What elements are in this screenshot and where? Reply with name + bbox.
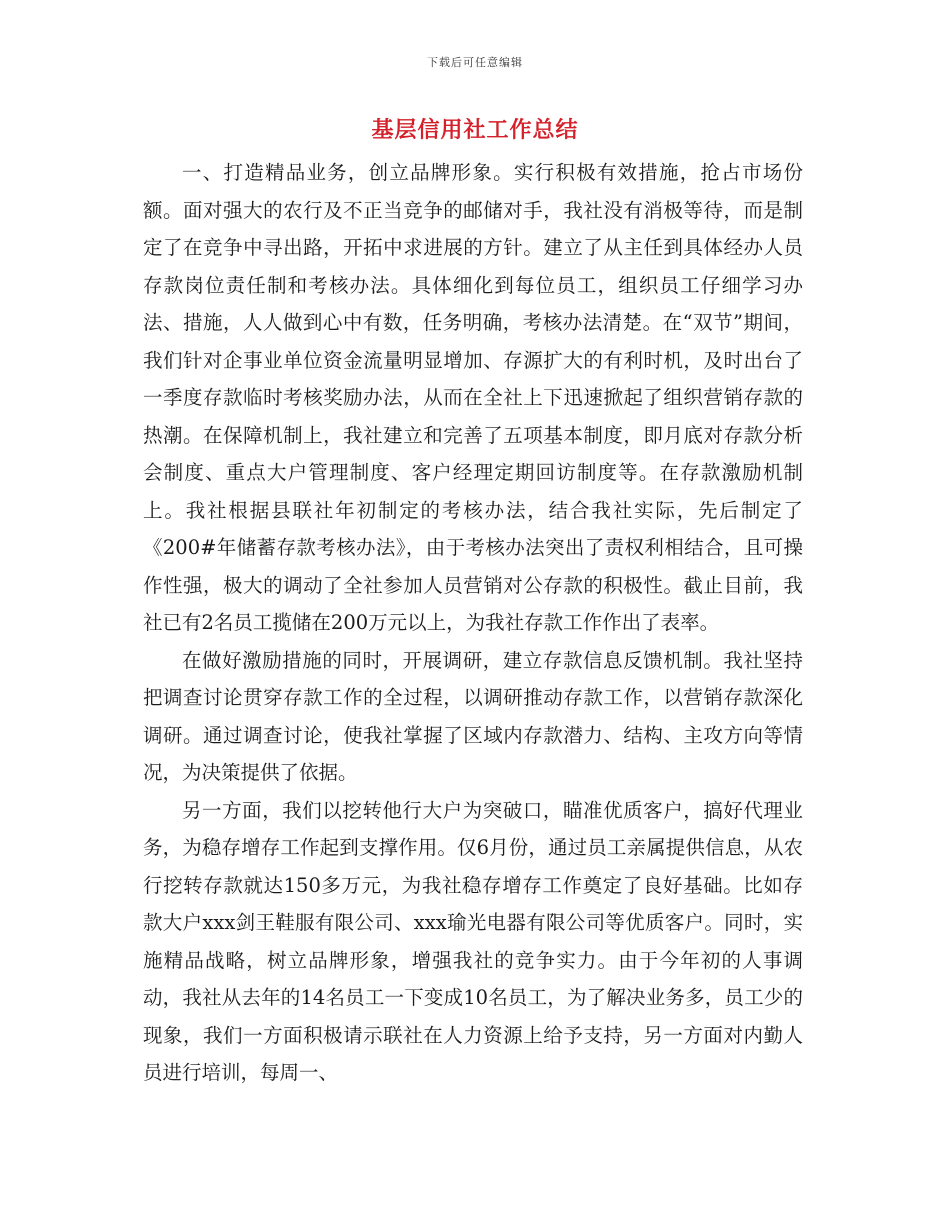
document-title: 基层信用社工作总结 [371,118,579,143]
paragraph-2: 在做好激励措施的同时，开展调研，建立存款信息反馈机制。我社坚持把调查讨论贯穿存款工作的全过程，以调研推动存款工作，以营销存款深化调研。通过调查讨论，使我社掌握了区域内存款潜力、结构、主攻方向等情况，为决策提供了依据。 [143,648,803,784]
paragraph-3: 另一方面，我们以挖转他行大户为突破口，瞄准优质客户，搞好代理业务，为稳存增存工作起到支撑作用。仅6月份，通过员工亲属提供信息，从农行挖转存款就达150多万元，为我社稳存增存工作奠定了良好基础。比如存款大户xxx剑王鞋服有限公司、xxx瑜光电器有限公司等优质客户。同时，实施精品战略，树立品牌形象，增强我社的竞争实力。由于今年初的人事调动，我社从去年的14名员工一下变成10名员工，为了解决业务多，员工少的现象，我们一方面积极请示联社在人力资源上给予支持，另一方面对内勤人员进行培训，每周一、 [143,798,803,1084]
page-header-note: 下载后可任意编辑 [427,56,523,69]
document-body [143,154,803,1092]
paragraph-1: 一、打造精品业务，创立品牌形象。实行积极有效措施，抢占市场份额。面对强大的农行及不正当竞争的邮储对手，我社没有消极等待，而是制定了在竞争中寻出路，开拓中求进展的方针。建立了从主任到具体经办人员存款岗位责任制和考核办法。具体细化到每位员工，组织员工仔细学习办法、措施，人人做到心中有数，任务明确，考核办法清楚。在“双节”期间，我们针对企事业单位资金流量明显增加、存源扩大的有利时机，及时出台了一季度存款临时考核奖励办法，从而在全社上下迅速掀起了组织营销存款的热潮。在保障机制上，我社建立和完善了五项基本制度，即月底对存款分析会制度、重点大户管理制度、客户经理定期回访制度等。在存款激励机制上。我社根据县联社年初制定的考核办法，结合我社实际，先后制定了《200#年储蓄存款考核办法》，由于考核办法突出了责权利相结合，且可操作性强，极大的调动了全社参加人员营销对公存款的积极性。截止目前，我社已有2名员工揽储在200万元以上，为我社存款工作作出了表率。 [143,161,803,634]
